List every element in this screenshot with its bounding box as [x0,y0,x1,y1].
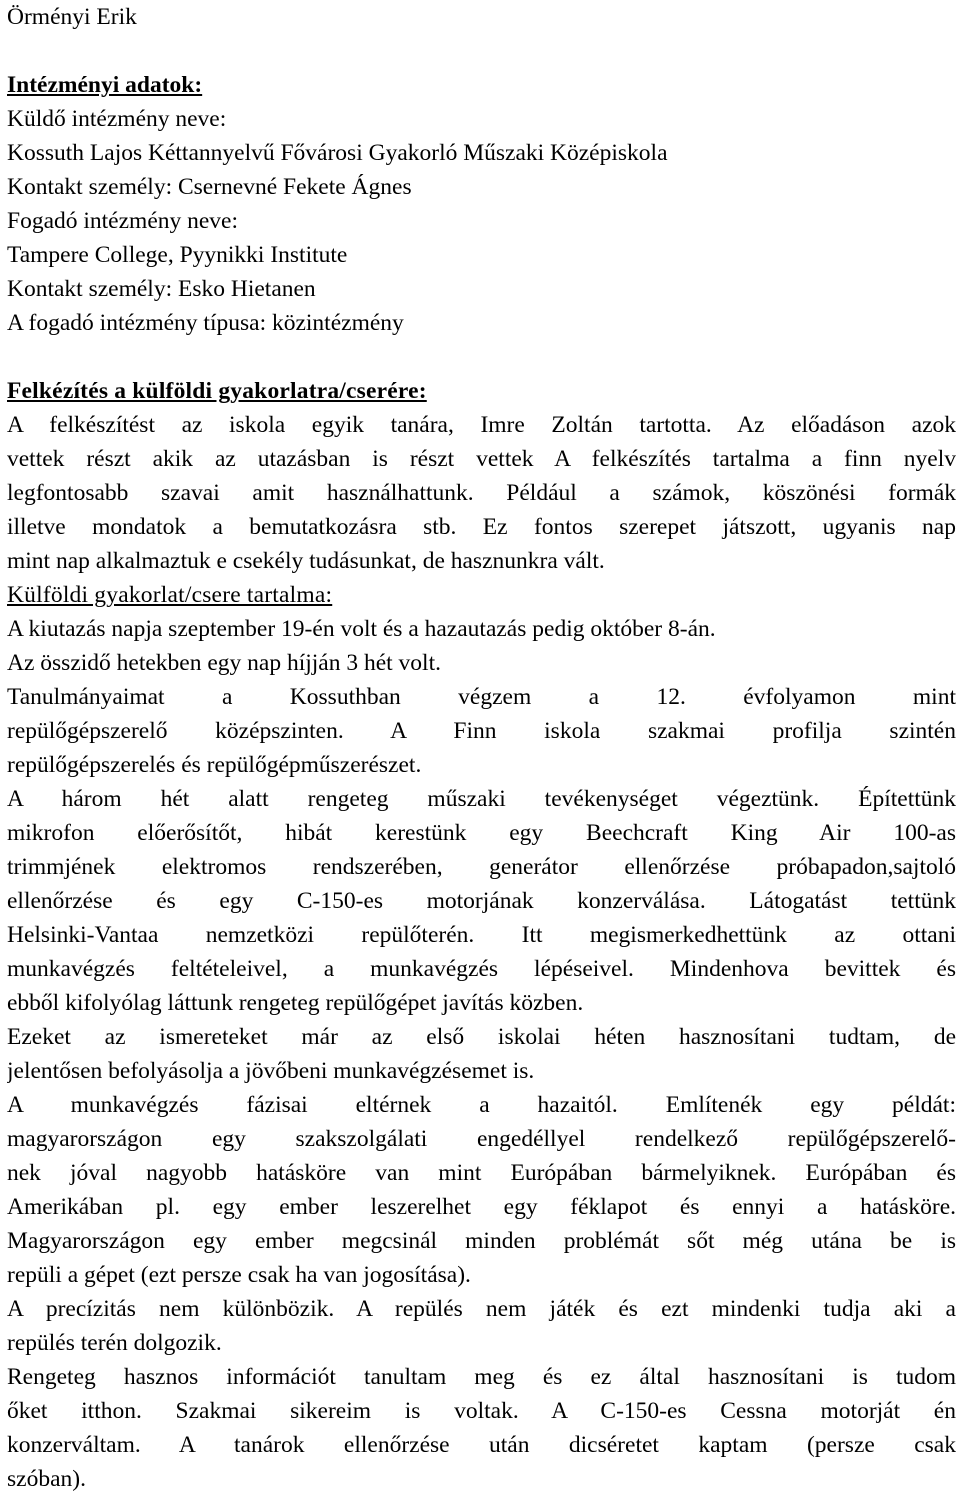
content-line: mikrofon előerősítőt, hibát kerestünk egy Beechcraft King Air 100-as [7,820,956,846]
blank-line [7,340,956,374]
institution-line: Tampere College, Pyynikki Institute [7,242,348,268]
content-line: nek jóval nagyobb hatásköre van mint Európában bármelyiknek. Európában és [7,1160,956,1186]
content-line: repüli a gépet (ezt persze csak ha van jogosítása). [7,1262,471,1288]
content-line: őket itthon. Szakmai sikereim is voltak. A C-150-es Cessna motorját én [7,1398,956,1424]
institution-line: Küldő intézmény neve: [7,106,227,132]
content-line: Tanulmányaimat a Kossuthban végzem a 12. évfolyamon mint [7,684,956,710]
content-line: Rengeteg hasznos információt tanultam meg és ez által hasznosítani is tudom [7,1364,956,1390]
content-line: ellenőrzése és egy C-150-es motorjának konzerválása. Látogatást tettünk [7,888,956,914]
institution-block [7,102,956,340]
preparation-line: A felkészítést az iskola egyik tanára, Imre Zoltán tartotta. Az előadáson azok [7,412,956,438]
preparation-line: illetve mondatok a bemutatkozásra stb. Ez fontos szerepet játszott, ugyanis nap [7,514,956,540]
preparation-line: vettek részt akik az utazásban is részt vettek A felkészítés tartalma a finn nyelv [7,446,956,472]
content-line: Magyarországon egy ember megcsinál minden problémát sőt még utána be is [7,1228,956,1254]
content-line: Az összidő hetekben egy nap híjján 3 hét volt. [7,650,441,676]
content-line: repülőgépszerelő középszinten. A Finn iskola szakmai profilja szintén [7,718,956,744]
content-line: ebből kifolyólag láttunk rengeteg repülőgépet javítás közben. [7,990,584,1016]
content-heading: Külföldi gyakorlat/csere tartalma: [7,582,333,608]
institution-heading: Intézményi adatok: [7,72,203,98]
preparation-line: mint nap alkalmaztuk e csekély tudásunkat, de hasznunkra vált. [7,548,605,574]
preparation-line: legfontosabb szavai amit használhattunk. Például a számok, köszönési formák [7,480,956,506]
content-line: magyarországon egy szakszolgálati engedéllyel rendelkező repülőgépszerelő- [7,1126,956,1152]
institution-line: Kossuth Lajos Kéttannyelvű Fővárosi Gyakorló Műszaki Középiskola [7,140,668,166]
institution-line: Kontakt személy: Esko Hietanen [7,276,316,302]
blank-line [7,34,956,68]
content-line: A kiutazás napja szeptember 19-én volt és a hazautazás pedig október 8-án. [7,616,716,642]
preparation-block [7,408,956,578]
content-line: munkavégzés feltételeivel, a munkavégzés lépéseivel. Mindenhova bevittek és [7,956,956,982]
content-block [7,612,956,1496]
content-line: Helsinki-Vantaa nemzetközi repülőterén. Itt megismerkedhettünk az ottani [7,922,956,948]
author-name: Örményi Erik [7,4,137,30]
content-line: A három hét alatt rengeteg műszaki tevékenységet végeztünk. Építettünk [7,786,956,812]
content-line: trimmjének elektromos rendszerében, generátor ellenőrzése próbapadon,sajtoló [7,854,956,880]
content-line: konzerváltam. A tanárok ellenőrzése után dicséretet kaptam (persze csak [7,1432,956,1458]
institution-line: Kontakt személy: Csernevné Fekete Ágnes [7,174,412,200]
content-line: repülés terén dolgozik. [7,1330,222,1356]
content-line: jelentősen befolyásolja a jövőbeni munkavégzésemet is. [7,1058,535,1084]
institution-line: A fogadó intézmény típusa: közintézmény [7,310,404,336]
content-line: szóban). [7,1466,86,1492]
content-line: Ezeket az ismereteket már az első iskolai héten hasznosítani tudtam, de [7,1024,956,1050]
content-line: A precízitás nem különbözik. A repülés nem játék és ezt mindenki tudja aki a [7,1296,956,1322]
content-line: repülőgépszerelés és repülőgépműszerészet. [7,752,422,778]
content-line: A munkavégzés fázisai eltérnek a hazaitól. Említenék egy példát: [7,1092,956,1118]
institution-line: Fogadó intézmény neve: [7,208,239,234]
content-line: Amerikában pl. egy ember leszerelhet egy féklapot és ennyi a hatásköre. [7,1194,956,1220]
preparation-heading: Felkézítés a külföldi gyakorlatra/cserére: [7,378,427,404]
